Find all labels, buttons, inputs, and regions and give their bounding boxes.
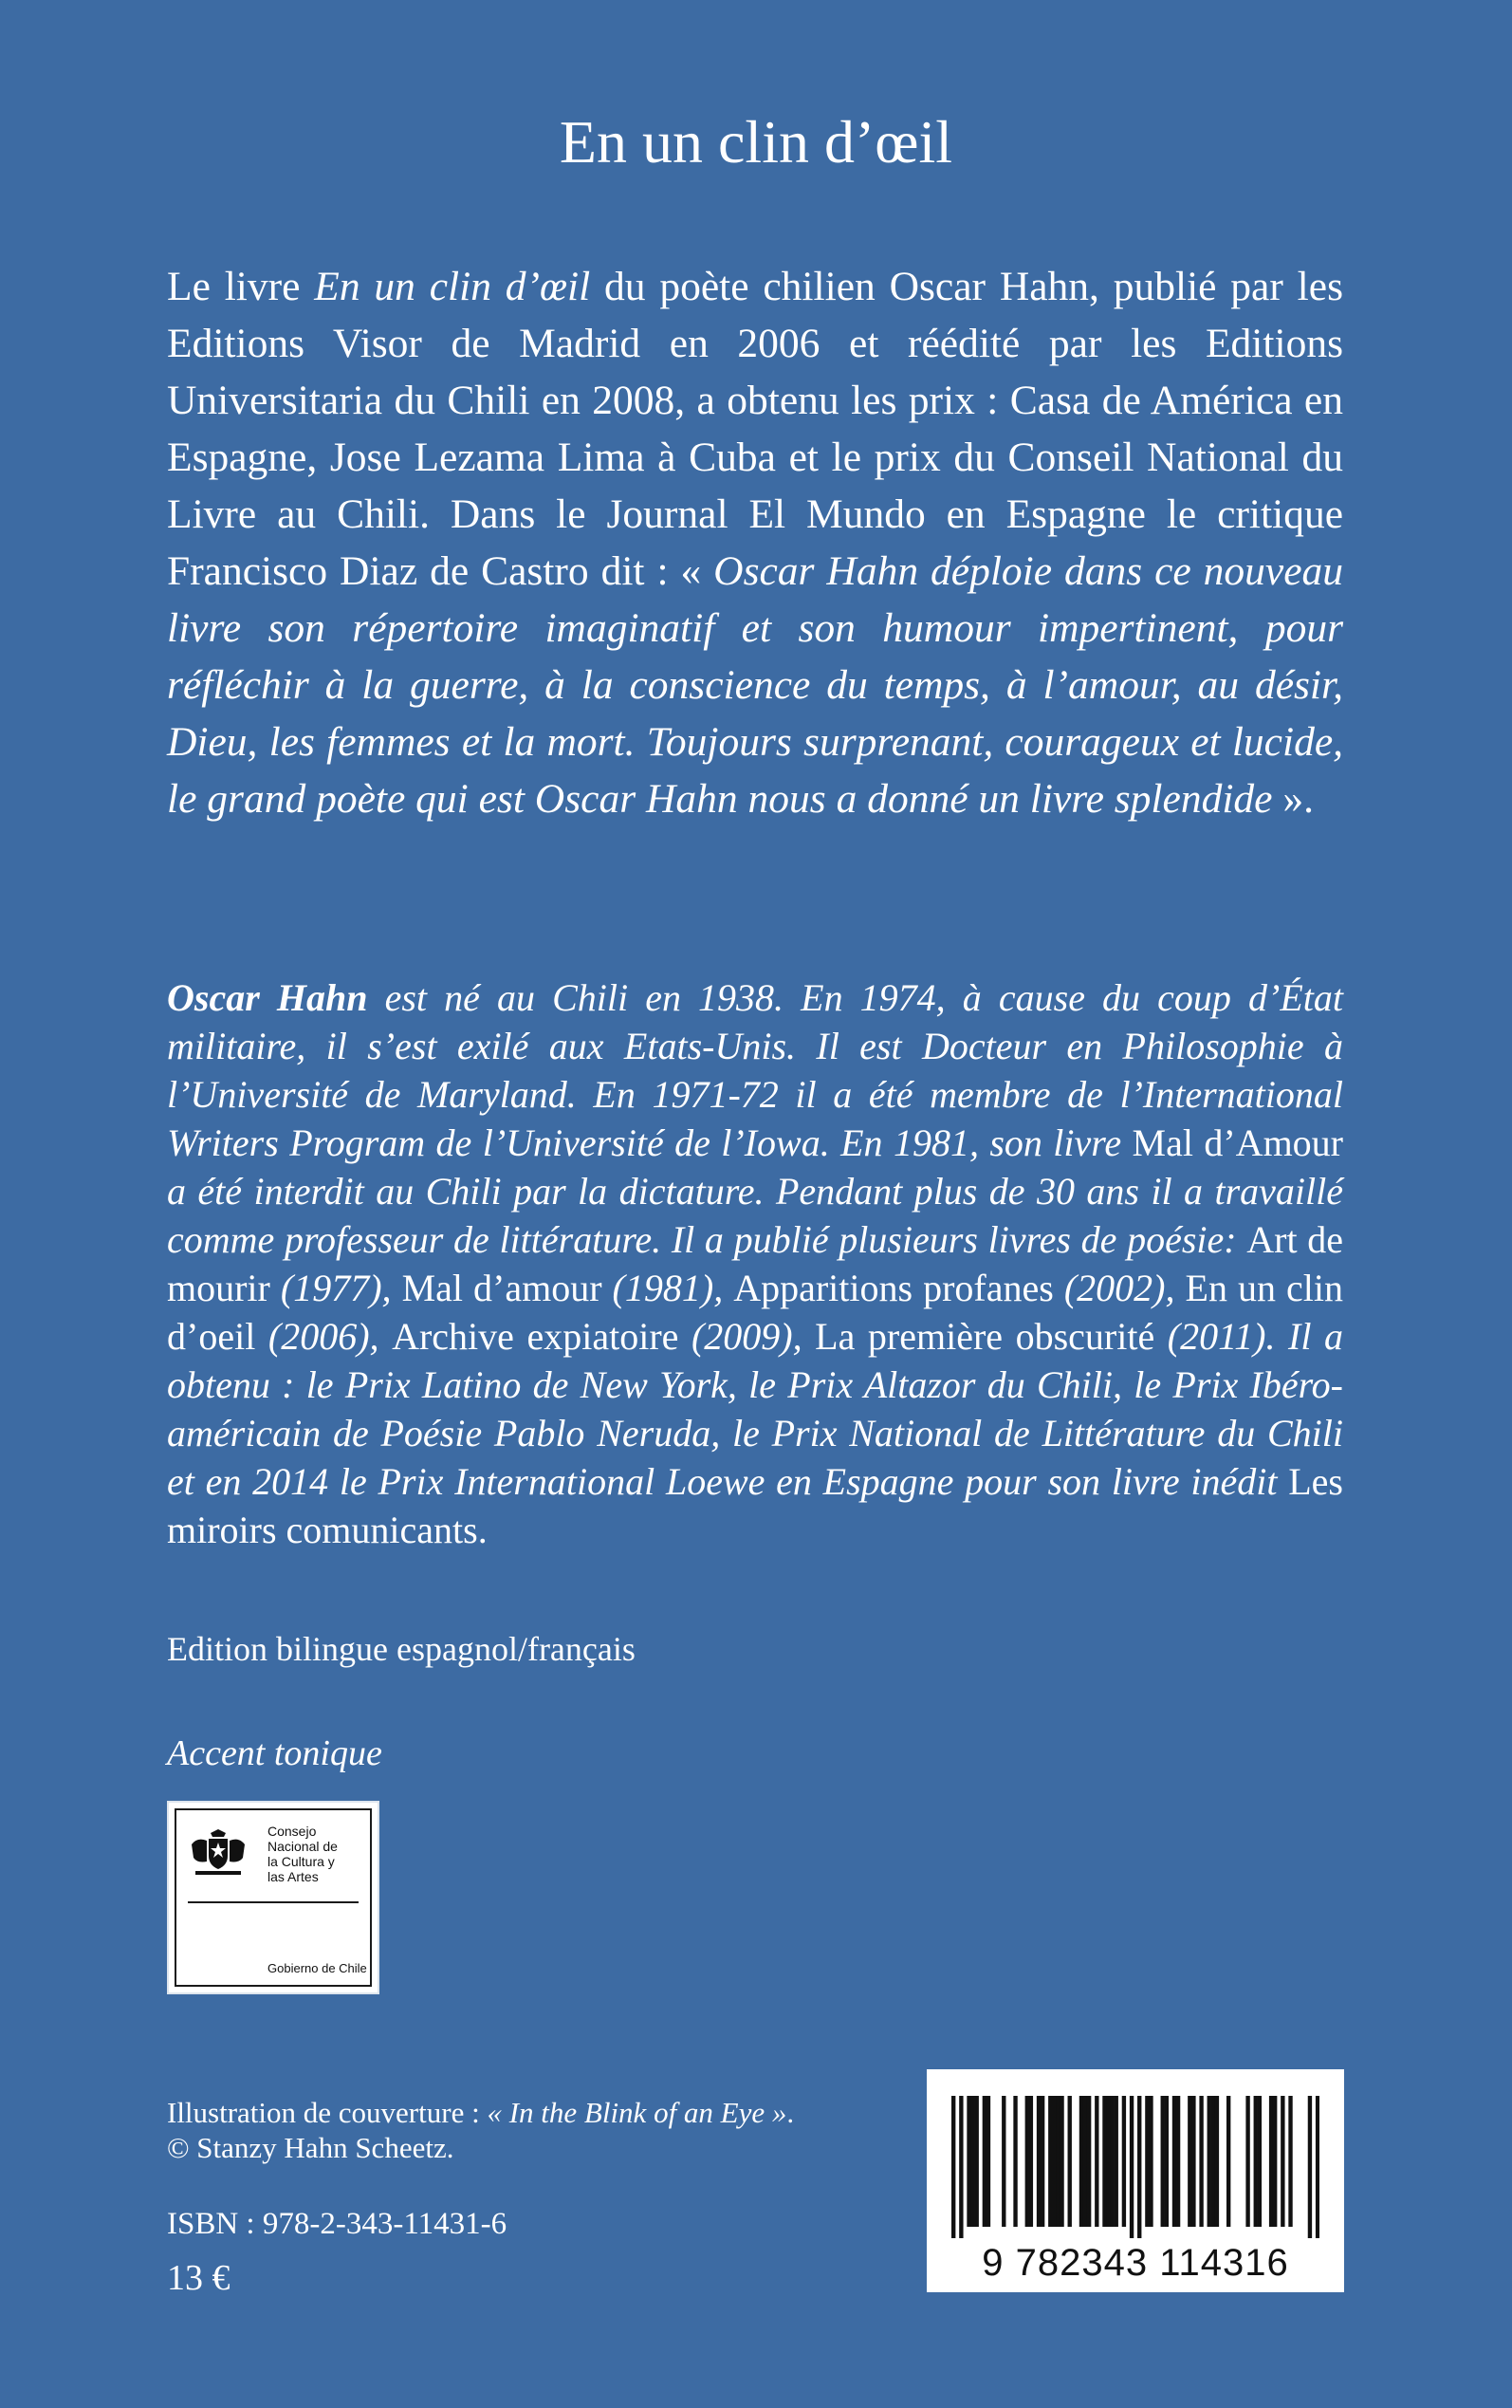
bio-work-5: En un clin d’oeil xyxy=(167,1267,1343,1358)
barcode-bar xyxy=(1029,2096,1033,2227)
barcode-bar xyxy=(1281,2096,1284,2227)
publisher-name: Accent tonique xyxy=(167,1733,382,1773)
bio-year-5: (2009), xyxy=(678,1315,816,1358)
barcode-bar xyxy=(1254,2096,1258,2227)
logo-line-1: Consejo xyxy=(267,1824,317,1839)
barcode-bar xyxy=(1172,2096,1176,2227)
barcode-bar xyxy=(1048,2096,1052,2227)
barcode-bar xyxy=(1095,2096,1098,2227)
bio-year-1: (1977), xyxy=(269,1267,402,1309)
author-bio xyxy=(167,973,1343,1554)
bio-work-6: Archive expiatoire xyxy=(392,1315,679,1358)
barcode-bar xyxy=(1079,2096,1083,2227)
barcode-bar xyxy=(986,2096,990,2227)
logo-line-2: Nacional de xyxy=(267,1839,338,1854)
barcode-bar xyxy=(1215,2096,1219,2227)
barcode-bars xyxy=(951,2096,1319,2238)
bio-work-7: La première obscurité xyxy=(815,1315,1155,1358)
bio-text-2: a été interdit au Chili par la dictature. Pendant plus de 30 ans il a travaillé comme professeur de littérature. Il a publié plusieurs livres de poésie: xyxy=(167,1170,1343,1261)
barcode-bar xyxy=(1102,2096,1106,2227)
edition-note: Edition bilingue espagnol/français xyxy=(167,1630,636,1668)
barcode xyxy=(927,2069,1344,2292)
bio-end: . xyxy=(477,1509,488,1551)
bio-year-3: (2002), xyxy=(1053,1267,1186,1309)
summary-quote: Oscar Hahn déploie dans ce nouveau livre son répertoire imaginatif et son humour impertinent, pour réfléchir à la guerre, à la conscience du temps, à l’amour, au désir, Dieu, les femmes et la mort. Toujours surprenant, courageux et lucide, le grand poète qui est Oscar Hahn nous a donné un livre splendide xyxy=(167,548,1344,822)
summary-text-1: Le livre xyxy=(167,264,315,309)
summary-book-title: En un clin d’œil xyxy=(314,264,591,309)
bio-year-2: (1981), xyxy=(601,1267,734,1309)
barcode-bar xyxy=(1208,2096,1211,2227)
chile-crest-icon xyxy=(188,1824,249,1877)
summary-text-2: du poète chilien Oscar Hahn, publié par les Editions Visor de Madrid en 2006 et réédité par les Editions Universitaria du Chili en 2008, a obtenu les prix : Casa de América en Espagne, Jose Lezama Lima à Cuba et le prix du Conseil National du Livre au Chili. Dans le Journal El Mundo en Espagne le critique Francisco Diaz de Castro dit : « xyxy=(167,264,1343,594)
barcode-bar xyxy=(1037,2096,1041,2227)
barcode-bar xyxy=(1149,2096,1152,2227)
book-summary xyxy=(167,258,1343,827)
logo-line-3: la Cultura y xyxy=(267,1854,335,1869)
author-name: Oscar Hahn xyxy=(167,976,368,1019)
barcode-bar xyxy=(970,2096,974,2227)
credit-prefix: Illustration de couverture : xyxy=(167,2096,488,2129)
bio-work-4: Apparitions profanes xyxy=(733,1267,1054,1309)
barcode-bar xyxy=(1211,2096,1215,2227)
barcode-bar xyxy=(1106,2096,1110,2227)
logo-line-4: las Artes xyxy=(267,1869,319,1884)
barcode-bar xyxy=(1269,2096,1273,2227)
copyright-line: © Stanzy Hahn Scheetz. xyxy=(167,2131,454,2164)
barcode-digits: 9 782343 114316 xyxy=(982,2242,1289,2284)
bio-text-1: est né au Chili en 1938. En 1974, à cause du coup d’État militaire, il s’est exilé aux Etats-Unis. Il est Docteur en Philosophie à l’Université de Maryland. En 1971-72 il a été membre de l’International Writers Program de l’Université de l’Iowa. En 1981, son livre xyxy=(167,976,1343,1164)
bio-work-8: Les miroirs comunicants xyxy=(167,1460,1343,1551)
barcode-bar xyxy=(1145,2096,1149,2227)
barcode-bar xyxy=(959,2096,963,2238)
barcode-bar xyxy=(1115,2096,1118,2227)
barcode-bar xyxy=(1110,2096,1114,2227)
cover-credits xyxy=(167,2095,794,2165)
bio-work-2: Art de mourir xyxy=(167,1218,1343,1309)
barcode-bar xyxy=(1191,2096,1195,2227)
barcode-bar xyxy=(1122,2096,1126,2227)
barcode-bar xyxy=(1130,2096,1134,2238)
bio-work-1: Mal d’Amour xyxy=(1132,1121,1344,1164)
barcode-bar xyxy=(1025,2096,1029,2227)
barcode-bar xyxy=(983,2096,986,2227)
barcode-bar xyxy=(1161,2096,1165,2227)
barcode-bar xyxy=(1176,2096,1180,2227)
barcode-bar xyxy=(975,2096,979,2227)
bio-year-4: (2006), xyxy=(255,1315,393,1358)
barcode-bar xyxy=(1245,2096,1249,2227)
barcode-bar xyxy=(1041,2096,1044,2227)
barcode-bar xyxy=(967,2096,970,2227)
bio-work-3: Mal d’amour xyxy=(401,1267,602,1309)
barcode-bar xyxy=(1258,2096,1262,2227)
summary-text-3: ». xyxy=(1272,776,1314,822)
sponsor-logo xyxy=(167,1801,379,1994)
credit-work: « In the Blink of an Eye » xyxy=(487,2096,787,2129)
illustration-credit xyxy=(167,2095,794,2130)
logo-divider xyxy=(188,1901,359,1903)
logo-institution-name xyxy=(267,1824,372,1884)
bio-text-3: (2011). Il a obtenu : le Prix Latino de New York, le Prix Altazor du Chili, le Prix Ibéro-américain de Poésie Pablo Neruda, le Prix National de Littérature du Chili et en 2014 le Prix International Loewe en Espagne pour son livre inédit xyxy=(167,1315,1344,1503)
isbn-line: ISBN : 978-2-343-11431-6 xyxy=(167,2207,507,2241)
logo-frame xyxy=(175,1808,372,1987)
barcode-bar xyxy=(1087,2096,1091,2227)
barcode-bar xyxy=(1052,2096,1056,2227)
barcode-bar xyxy=(1002,2096,1005,2227)
credit-suffix: . xyxy=(786,2096,795,2129)
barcode-bar xyxy=(1316,2096,1319,2238)
barcode-bar xyxy=(1068,2096,1072,2227)
barcode-bar xyxy=(1137,2096,1141,2238)
barcode-bar xyxy=(1308,2096,1312,2238)
barcode-bar xyxy=(1226,2096,1230,2227)
barcode-bar xyxy=(1056,2096,1060,2227)
barcode-bar xyxy=(1165,2096,1169,2227)
barcode-bar xyxy=(1199,2096,1203,2227)
barcode-bar xyxy=(1013,2096,1017,2227)
logo-footer: Gobierno de Chile xyxy=(267,1961,367,1975)
barcode-bar xyxy=(1273,2096,1277,2227)
price-label: 13 € xyxy=(167,2258,230,2298)
barcode-bar xyxy=(1188,2096,1191,2227)
barcode-bar xyxy=(1060,2096,1063,2227)
barcode-bar xyxy=(1288,2096,1292,2227)
book-title: En un clin d’œil xyxy=(559,108,953,176)
barcode-bar xyxy=(1083,2096,1087,2227)
barcode-bar xyxy=(951,2096,955,2238)
